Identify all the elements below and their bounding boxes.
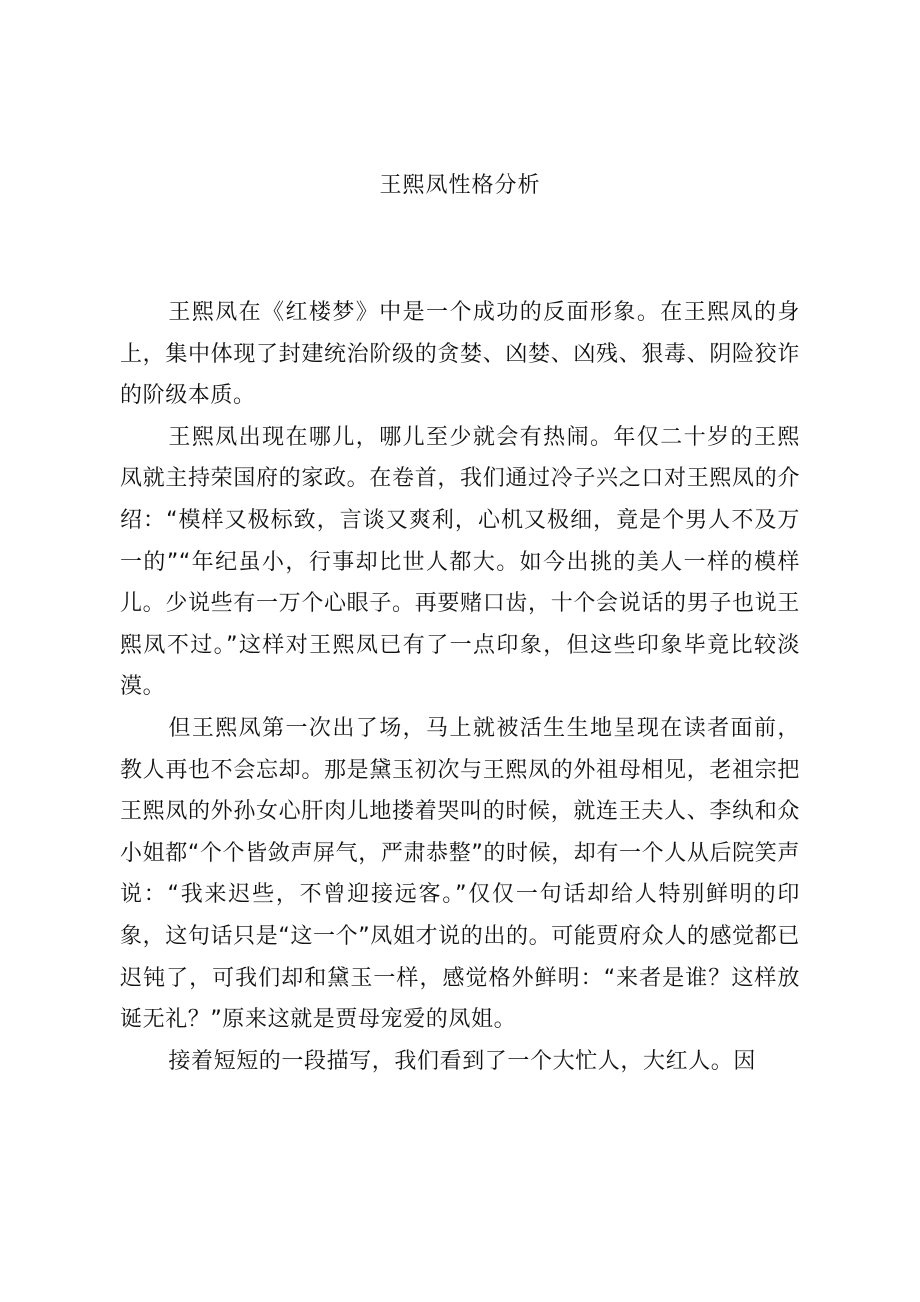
document-body	[120, 292, 800, 1082]
paragraph-2: 王熙凤出现在哪儿，哪儿至少就会有热闹。年仅二十岁的王熙凤就主持荣国府的家政。在卷首，我们通过冷子兴之口对王熙凤的介绍：“模样又极标致，言谈又爽利，心机又极细，竟是个男人不及万一的”“年纪虽小，行事却比世人都大。如今出挑的美人一样的模样儿。少说些有一万个心眼子。再要赌口齿，十个会说话的男子也说王熙凤不过。”这样对王熙凤已有了一点印象，但这些印象毕竟比较淡漠。	[120, 424, 800, 700]
paragraph-4: 接着短短的一段描写，我们看到了一个大忙人，大红人。因	[168, 1048, 756, 1074]
paragraph-1: 王熙凤在《红楼梦》中是一个成功的反面形象。在王熙凤的身上，集中体现了封建统治阶级的贪婪、凶婪、凶残、狠毒、阴险狡诈的阶级本质。	[120, 300, 800, 409]
paragraph-3: 但王熙凤第一次出了场，马上就被活生生地呈现在读者面前，教人再也不会忘却。那是黛玉初次与王熙凤的外祖母相见，老祖宗把王熙凤的外孙女心肝肉儿地搂着哭叫的时候，就连王夫人、李纨和众小姐都“个个皆敛声屏气，严肃恭整”的时候，却有一个人从后院笑声说：“我来迟些，不曾迎接远客。”仅仅一句话却给人特别鲜明的印象，这句话只是“这一个”凤姐才说的出的。可能贾府众人的感觉都已迟钝了，可我们却和黛玉一样，感觉格外鲜明：“来者是谁？这样放诞无礼？”原来这就是贾母宠爱的凤姐。	[120, 715, 800, 1033]
document-title: 王熙凤性格分析	[379, 173, 541, 198]
